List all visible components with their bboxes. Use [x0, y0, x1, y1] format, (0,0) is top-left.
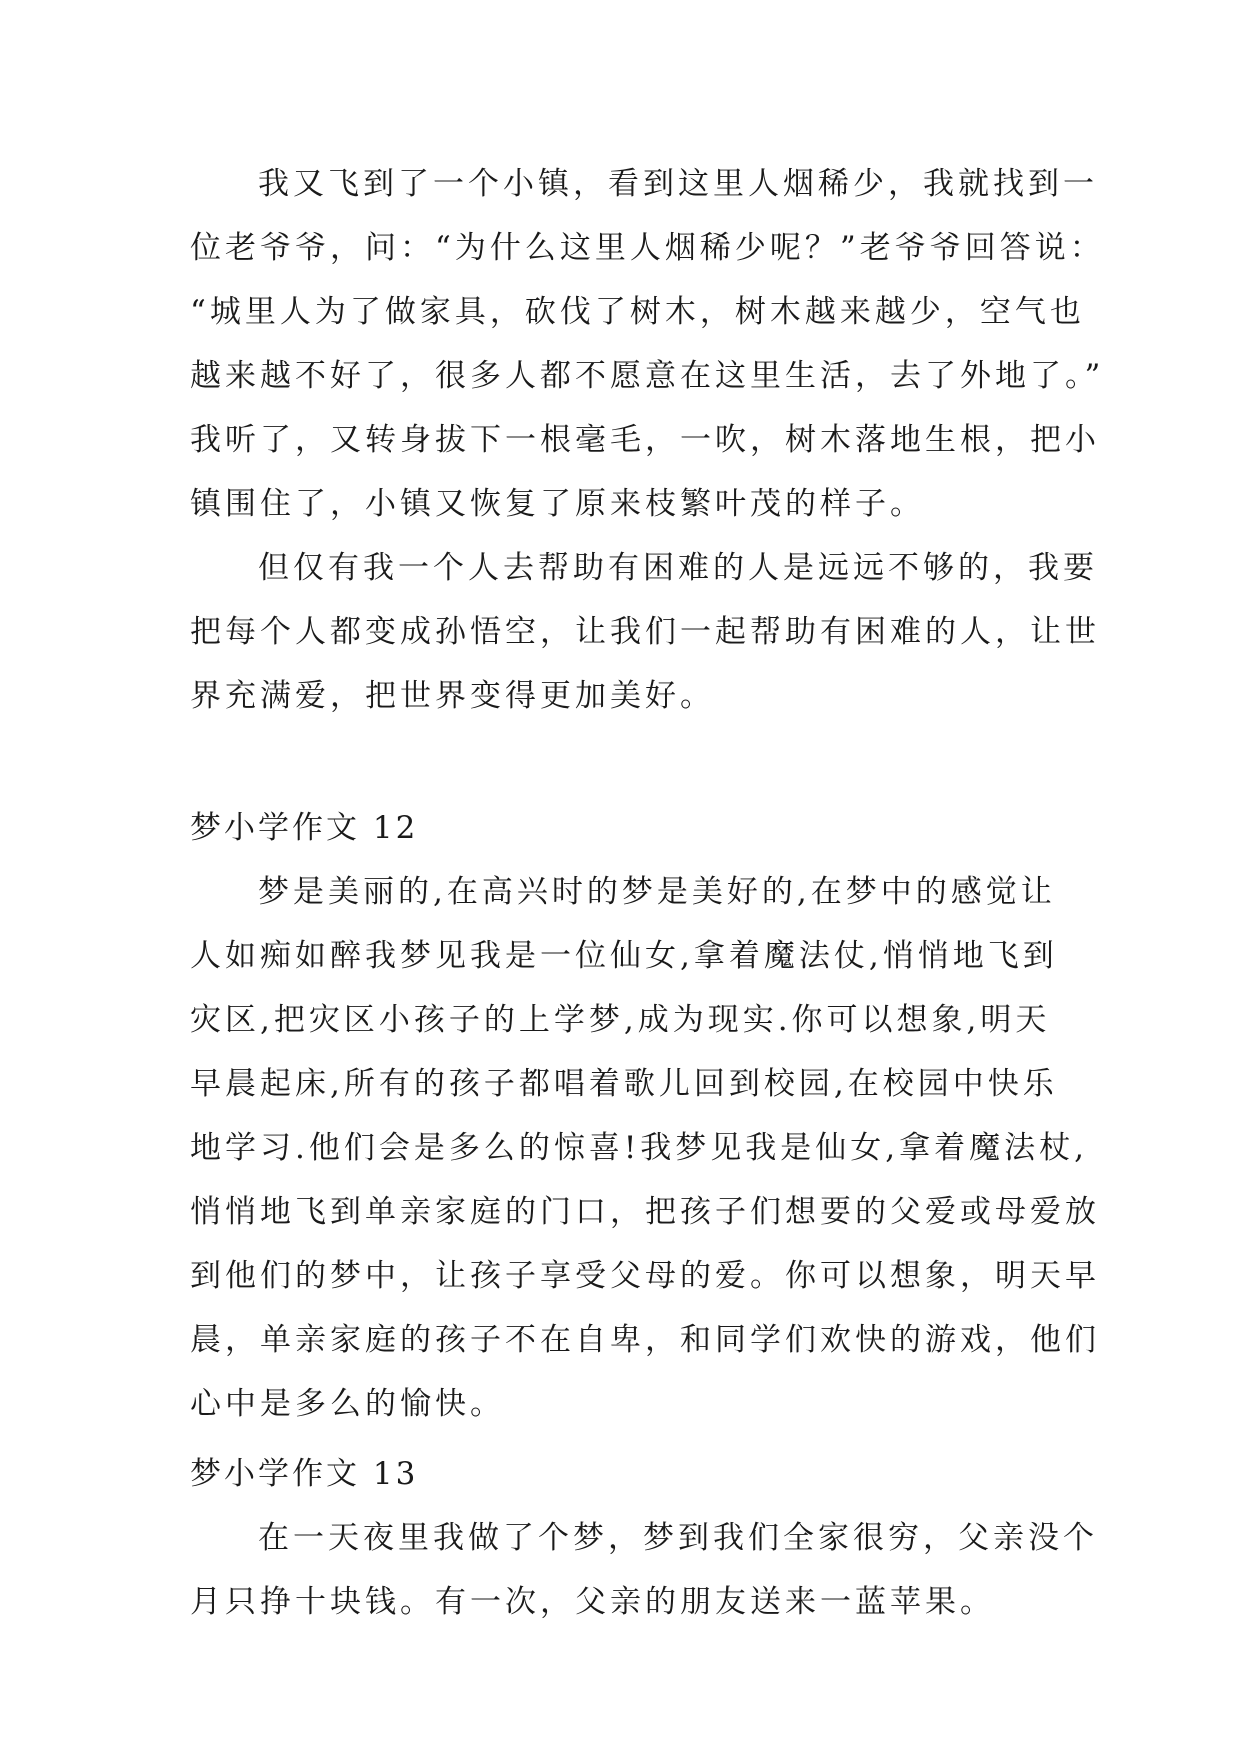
text-line: 灾区,把灾区小孩子的上学梦,成为现实.你可以想象,明天 [190, 1002, 1051, 1038]
text-line: 梦是美丽的,在高兴时的梦是美好的,在梦中的感觉让 [258, 874, 1056, 910]
text-line: 镇围住了，小镇又恢复了原来枝繁叶茂的样子。 [190, 486, 925, 522]
text-line: 到他们的梦中，让孩子享受父母的爱。你可以想象，明天早 [190, 1258, 1100, 1294]
paragraph-conclusion [190, 536, 1100, 728]
text-line: 越来越不好了，很多人都不愿意在这里生活，去了外地了。” [190, 358, 1105, 394]
text-line: 我听了，又转身拔下一根毫毛，一吹，树木落地生根，把小 [190, 422, 1100, 458]
paragraph-essay-12 [190, 860, 1100, 1436]
text-line: 但仅有我一个人去帮助有困难的人是远远不够的，我要 [258, 550, 1098, 586]
text-line: 界充满爱，把世界变得更加美好。 [190, 678, 715, 714]
text-line: “城里人为了做家具，砍伐了树木，树木越来越少，空气也 [190, 294, 1085, 330]
essay-title-13: 梦小学作文 13 [190, 1456, 419, 1492]
text-line: 月只挣十块钱。有一次，父亲的朋友送来一蓝苹果。 [190, 1584, 995, 1620]
text-line: 悄悄地飞到单亲家庭的门口，把孩子们想要的父爱或母爱放 [190, 1194, 1100, 1230]
paragraph-essay-13 [190, 1506, 1098, 1634]
text-line: 心中是多么的愉快。 [190, 1386, 505, 1422]
text-line: 把每个人都变成孙悟空，让我们一起帮助有困难的人，让世 [190, 614, 1100, 650]
text-line: 早晨起床,所有的孩子都唱着歌儿回到校园,在校园中快乐 [190, 1066, 1058, 1102]
essay-title-12: 梦小学作文 12 [190, 810, 419, 846]
text-line: 人如痴如醉我梦见我是一位仙女,拿着魔法仗,悄悄地飞到 [190, 938, 1058, 974]
paragraph-town [190, 152, 1105, 536]
text-line: 地学习.他们会是多么的惊喜!我梦见我是仙女,拿着魔法杖, [190, 1130, 1089, 1166]
text-line: 在一天夜里我做了个梦，梦到我们全家很穷，父亲没个 [258, 1520, 1098, 1556]
text-line: 我又飞到了一个小镇，看到这里人烟稀少，我就找到一 [258, 166, 1098, 202]
text-line: 晨，单亲家庭的孩子不在自卑，和同学们欢快的游戏，他们 [190, 1322, 1100, 1358]
text-line: 位老爷爷，问：“为什么这里人烟稀少呢？”老爷爷回答说： [190, 230, 1105, 266]
